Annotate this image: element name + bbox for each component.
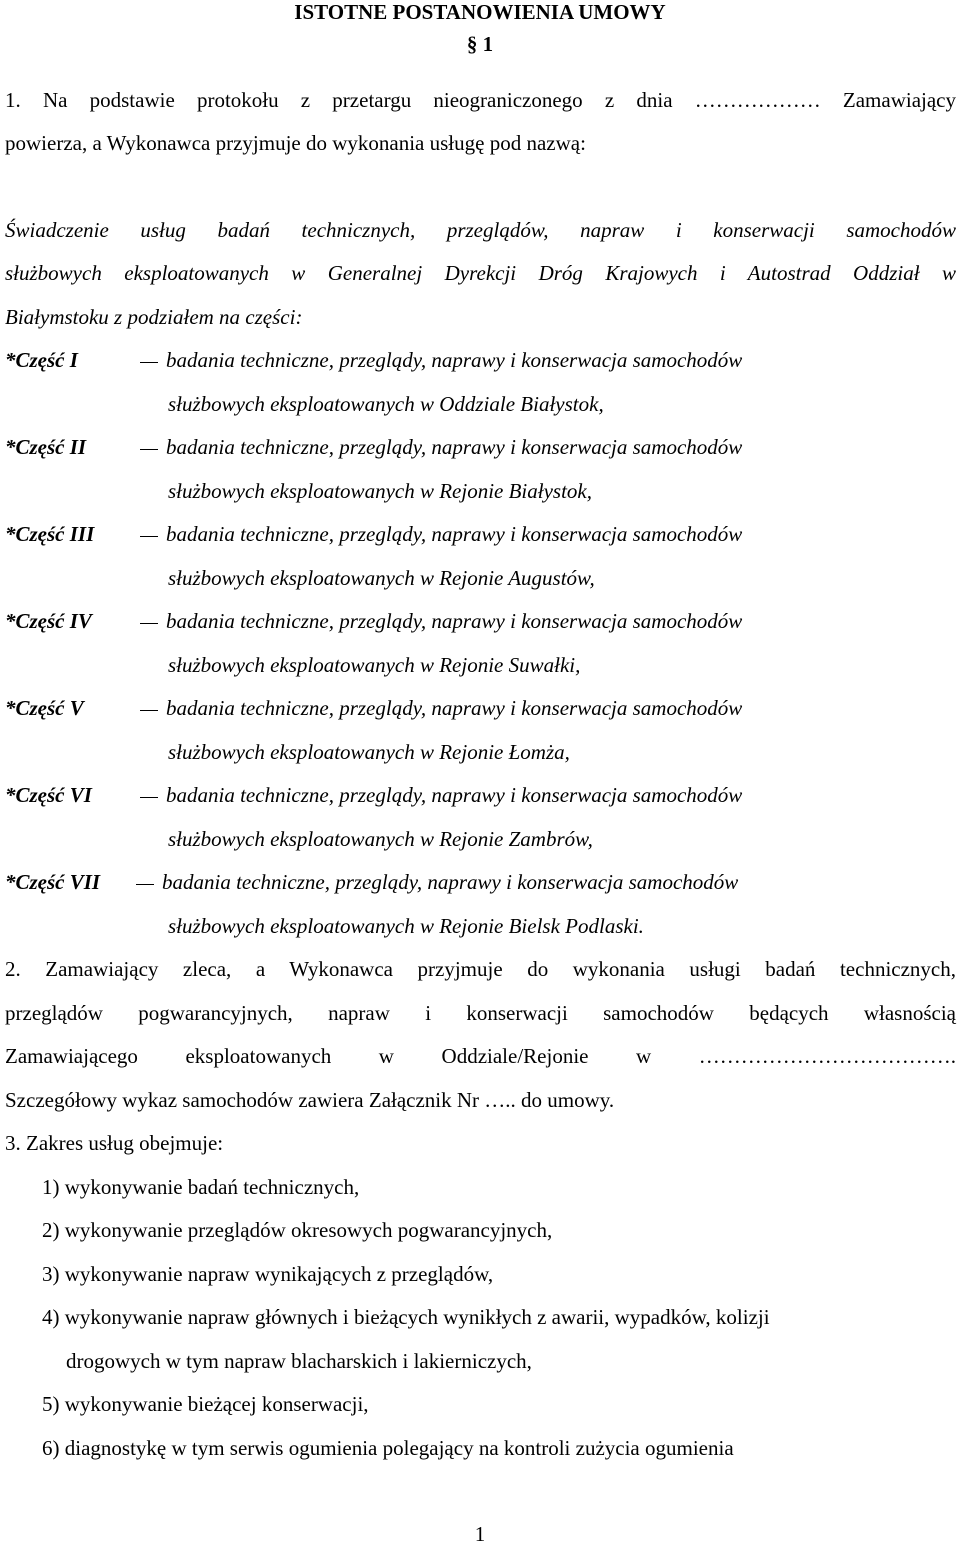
scope-item-continuation: drogowych w tym napraw blacharskich i lakierniczych, xyxy=(66,1349,532,1373)
dash-mark xyxy=(140,536,158,537)
dash-mark xyxy=(140,449,158,450)
scope-item: 4) wykonywanie napraw głównych i bieżących wynikłych z awarii, wypadków, kolizji xyxy=(42,1305,770,1329)
part-continuation: służbowych eksploatowanych w Rejonie Białystok, xyxy=(168,479,592,503)
part-description: badania techniczne, przeglądy, naprawy i konserwacja samochodów xyxy=(166,609,743,633)
part-label: *Część IV xyxy=(5,609,92,633)
scope-item: 6) diagnostykę w tym serwis ogumienia polegający na kontroli zużycia ogumienia xyxy=(42,1436,734,1460)
para2-line2: przeglądów pogwarancyjnych, napraw i konserwacji samochodów będących własnością xyxy=(5,1001,956,1025)
para1-line2: powierza, a Wykonawca przyjmuje do wykonania usługę pod nazwą: xyxy=(5,131,586,155)
part-description: badania techniczne, przeglądy, naprawy i konserwacja samochodów xyxy=(166,696,743,720)
part-description: badania techniczne, przeglądy, naprawy i konserwacja samochodów xyxy=(166,348,743,372)
part-continuation: służbowych eksploatowanych w Rejonie Łomża, xyxy=(168,740,570,764)
dash-mark xyxy=(140,710,158,711)
scope-item: 2) wykonywanie przeglądów okresowych pogwarancyjnych, xyxy=(42,1218,553,1242)
part-description: badania techniczne, przeglądy, naprawy i konserwacja samochodów xyxy=(162,870,739,894)
part-continuation: służbowych eksploatowanych w Rejonie Bielsk Podlaski. xyxy=(168,914,644,938)
service-line3: Białymstoku z podziałem na części: xyxy=(5,305,303,329)
part-label: *Część V xyxy=(5,696,84,720)
page-number: 1 xyxy=(474,1522,486,1546)
part-text xyxy=(140,609,742,634)
part-label: *Część VII xyxy=(5,870,101,894)
part-text xyxy=(140,783,742,808)
scope-item: 1) wykonywanie badań technicznych, xyxy=(42,1175,360,1199)
part-description: badania techniczne, przeglądy, naprawy i konserwacja samochodów xyxy=(166,522,743,546)
para2-line3: Zamawiającego eksploatowanych w Oddziale/Rejonie w ………………………………. xyxy=(5,1044,956,1068)
scope-item: 5) wykonywanie bieżącej konserwacji, xyxy=(42,1392,369,1416)
part-text xyxy=(140,435,742,460)
section-number: § 1 xyxy=(466,32,494,56)
part-label: *Część II xyxy=(5,435,87,459)
part-continuation: służbowych eksploatowanych w Rejonie Augustów, xyxy=(168,566,595,590)
part-label: *Część I xyxy=(5,348,78,372)
part-continuation: służbowych eksploatowanych w Rejonie Zambrów, xyxy=(168,827,593,851)
para3-intro: 3. Zakres usług obejmuje: xyxy=(5,1131,224,1155)
part-continuation: służbowych eksploatowanych w Rejonie Suwałki, xyxy=(168,653,581,677)
part-label: *Część III xyxy=(5,522,95,546)
scope-item: 3) wykonywanie napraw wynikających z przeglądów, xyxy=(42,1262,494,1286)
part-text xyxy=(140,696,742,721)
dash-mark xyxy=(140,623,158,624)
part-label: *Część VI xyxy=(5,783,92,807)
part-text xyxy=(136,870,738,895)
dash-mark xyxy=(140,362,158,363)
document-title: ISTOTNE POSTANOWIENIA UMOWY xyxy=(294,0,666,24)
part-description: badania techniczne, przeglądy, naprawy i konserwacja samochodów xyxy=(166,435,743,459)
part-description: badania techniczne, przeglądy, naprawy i konserwacja samochodów xyxy=(166,783,743,807)
part-text xyxy=(140,348,742,373)
service-line1: Świadczenie usług badań technicznych, przeglądów, napraw i konserwacji samochodów xyxy=(5,218,956,242)
para2-line1: 2. Zamawiający zleca, a Wykonawca przyjmuje do wykonania usługi badań technicznych, xyxy=(5,957,956,981)
para1-line1: 1. Na podstawie protokołu z przetargu nieograniczonego z dnia ……………… Zamawiający xyxy=(5,88,956,112)
dash-mark xyxy=(140,797,158,798)
part-continuation: służbowych eksploatowanych w Oddziale Białystok, xyxy=(168,392,604,416)
dash-mark xyxy=(136,884,154,885)
para2-line4: Szczegółowy wykaz samochodów zawiera Załącznik Nr ….. do umowy. xyxy=(5,1088,615,1112)
part-text xyxy=(140,522,742,547)
service-line2: służbowych eksploatowanych w Generalnej Dyrekcji Dróg Krajowych i Autostrad Oddział w xyxy=(5,261,956,285)
